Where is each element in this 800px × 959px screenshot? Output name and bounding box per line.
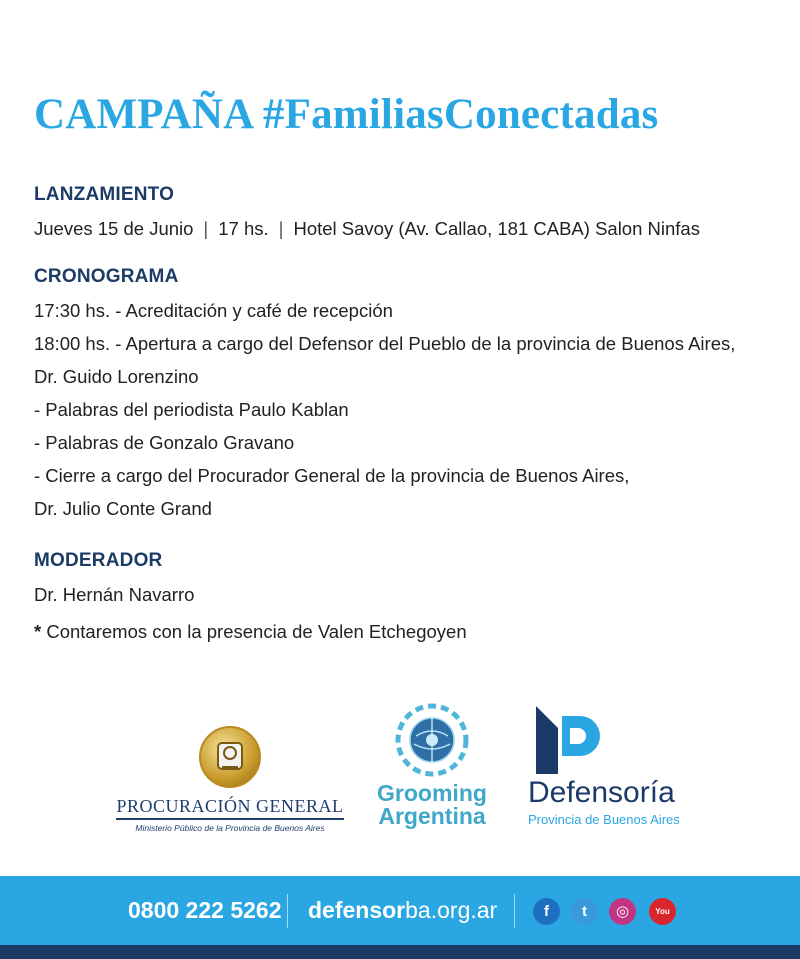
sponsor-logos: [0, 690, 800, 850]
schedule-heading: CRONOGRAMA: [34, 266, 179, 287]
separator: |: [203, 218, 209, 239]
youtube-icon[interactable]: You: [649, 898, 676, 925]
footer-divider: [287, 894, 288, 928]
schedule-line: - Palabras de Gonzalo Gravano: [34, 432, 295, 453]
schedule-line: Dr. Julio Conte Grand: [34, 498, 212, 519]
schedule-line: 17:30 hs. - Acreditación y café de recepción: [34, 300, 393, 321]
phone-number[interactable]: 0800 222 5262: [128, 897, 282, 923]
launch-date: Jueves 15 de Junio: [34, 218, 194, 239]
schedule-line: Dr. Guido Lorenzino: [34, 366, 199, 387]
schedule-line: - Palabras del periodista Paulo Kablan: [34, 399, 349, 420]
grooming-logo: [370, 702, 494, 828]
asterisk: *: [34, 621, 42, 642]
footer-divider: [514, 894, 515, 928]
website-bold: defensor: [308, 897, 406, 923]
instagram-icon[interactable]: ◎: [609, 898, 636, 925]
grooming-line1: Grooming: [377, 780, 487, 806]
guest-note: [34, 615, 467, 648]
grooming-emblem-icon: [394, 702, 470, 778]
procuracion-logo: [114, 726, 346, 833]
facebook-icon[interactable]: f: [533, 898, 560, 925]
campaign-title: CAMPAÑA #FamiliasConectadas: [34, 91, 659, 138]
defensoria-name: Defensoría: [528, 776, 675, 809]
footer-strip: [0, 945, 800, 959]
moderator-section: [34, 550, 467, 648]
schedule-line: - Cierre a cargo del Procurador General de la provincia de Buenos Aires,: [34, 465, 630, 486]
moderator-heading: MODERADOR: [34, 550, 163, 571]
twitter-icon[interactable]: t: [571, 898, 598, 925]
procuracion-subtitle: Ministerio Público de la Provincia de Buenos Aires: [135, 823, 325, 833]
launch-heading: LANZAMIENTO: [34, 184, 175, 205]
defensoria-subtitle: Provincia de Buenos Aires: [528, 812, 680, 827]
schedule-section: [34, 266, 735, 525]
launch-section: [34, 184, 700, 245]
website-link[interactable]: [308, 897, 497, 924]
guest-note-text: Contaremos con la presencia de Valen Etchegoyen: [46, 621, 467, 642]
defensoria-mark-icon: [532, 702, 606, 774]
contact-footer: [0, 876, 800, 945]
separator: |: [278, 218, 284, 239]
launch-time: 17 hs.: [218, 218, 269, 239]
defensoria-logo: [528, 702, 708, 827]
launch-details: [34, 212, 700, 245]
moderator-name: Dr. Hernán Navarro: [34, 584, 195, 605]
website-rest: ba.org.ar: [405, 897, 498, 923]
launch-place: Hotel Savoy (Av. Callao, 181 CABA) Salon Ninfas: [293, 218, 700, 239]
grooming-line2: Argentina: [378, 803, 486, 829]
schedule-line: 18:00 hs. - Apertura a cargo del Defensor del Pueblo de la provincia de Buenos Aires,: [34, 333, 736, 354]
seal-icon: [199, 726, 261, 788]
procuracion-name: PROCURACIÓN GENERAL: [116, 796, 343, 820]
